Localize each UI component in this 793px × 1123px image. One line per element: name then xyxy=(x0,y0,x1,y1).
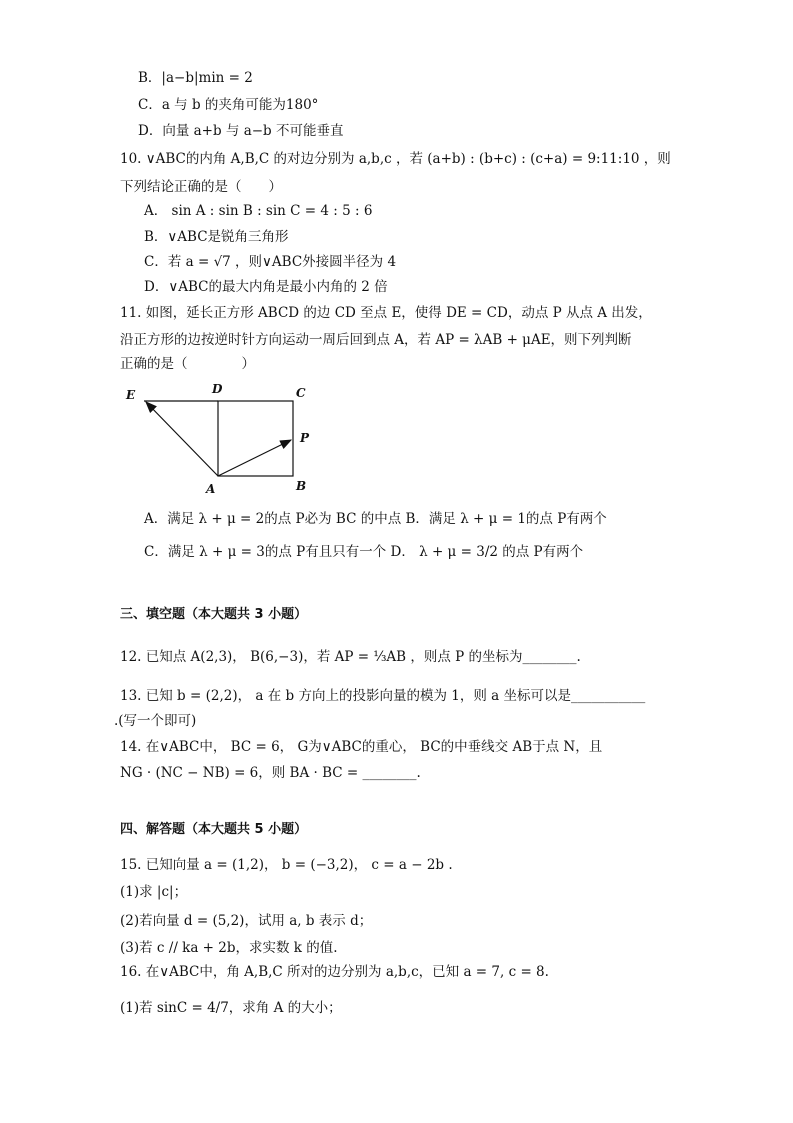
q13-line2: .(写一个即可) xyxy=(114,713,197,729)
q9-option-d: D．向量 a+b 与 a−b 不可能垂直 xyxy=(138,123,344,139)
figure-label-P: P xyxy=(300,431,310,445)
q16-part1: (1)若 sinC = 4/7，求角 A 的大小； xyxy=(120,1000,342,1016)
q9-option-b: B．|a−b|min = 2 xyxy=(138,70,253,86)
q15-part3: (3)若 c // ka + 2b，求实数 k 的值. xyxy=(120,940,338,956)
figure-label-E: E xyxy=(126,388,136,402)
figure-square-ABCD xyxy=(218,401,293,476)
q15-part2: (2)若向量 d = (5,2)，试用 a, b 表示 d； xyxy=(120,913,373,929)
q12-text: 12. 已知点 A(2,3)， B(6,−3)，若 AP = ⅓AB ，则点 P 的坐标为________. xyxy=(120,649,581,665)
q10-option-c: C．若 a = √7 ，则∨ABC外接圆半径为 4 xyxy=(144,254,397,270)
q9-option-c: C．a 与 b 的夹角可能为180° xyxy=(138,97,319,113)
q11-options-line1: A．满足 λ + μ = 2的点 P必为 BC 的中点 B．满足 λ + μ = 1的点 P有两个 xyxy=(144,511,607,527)
q15-stem: 15. 已知向量 a = (1,2)， b = (−3,2)， c = a − 2b . xyxy=(120,857,453,873)
section-3-heading: 三、填空题（本大题共 3 小题） xyxy=(120,607,308,622)
figure-label-D: D xyxy=(212,382,223,396)
q16-stem: 16. 在∨ABC中，角 A,B,C 所对的边分别为 a,b,c，已知 a = 7, c = 8. xyxy=(120,964,549,980)
q10-stem-line1: 10. ∨ABC的内角 A,B,C 的对边分别为 a,b,c ，若 (a+b) : (b+c) : (c+a) = 9:11:10 ，则 xyxy=(120,151,671,167)
q11-figure xyxy=(118,380,318,500)
q10-option-d: D．∨ABC的最大内角是最小内角的 2 倍 xyxy=(144,279,388,295)
figure-vector-AE xyxy=(146,402,218,476)
q11-stem-line1: 11. 如图，延长正方形 ABCD 的边 CD 至点 E，使得 DE = CD，动点 P 从点 A 出发， xyxy=(120,305,652,321)
q13-line1: 13. 已知 b = (2,2)， a 在 b 方向上的投影向量的模为 1，则 a 坐标可以是___________ xyxy=(120,688,646,704)
q11-stem-line3: 正确的是（ ） xyxy=(120,356,255,372)
q15-part1: (1)求 |c|； xyxy=(120,884,188,900)
figure-label-B: B xyxy=(296,479,307,493)
q14-line2: NG · (NC − NB) = 6，则 BA · BC = ________. xyxy=(120,765,421,781)
q14-line1: 14. 在∨ABC中， BC = 6， G为∨ABC的重心， BC的中垂线交 AB于点 N，且 xyxy=(120,739,603,755)
figure-label-A: A xyxy=(206,482,216,496)
figure-vector-AP xyxy=(218,440,291,476)
section-4-heading: 四、解答题（本大题共 5 小题） xyxy=(120,822,308,837)
q10-stem-line2: 下列结论正确的是（ ） xyxy=(120,179,282,195)
q10-option-a: A． sin A : sin B : sin C = 4 : 5 : 6 xyxy=(144,203,373,219)
q11-options-line2: C．满足 λ + μ = 3的点 P有且只有一个 D． λ + μ = 3/2 的点 P有两个 xyxy=(144,544,584,560)
q10-option-b: B．∨ABC是锐角三角形 xyxy=(144,229,289,245)
q11-stem-line2: 沿正方形的边按逆时针方向运动一周后回到点 A，若 AP = λAB + μAE，则下列判断 xyxy=(120,332,632,348)
figure-label-C: C xyxy=(296,386,306,400)
